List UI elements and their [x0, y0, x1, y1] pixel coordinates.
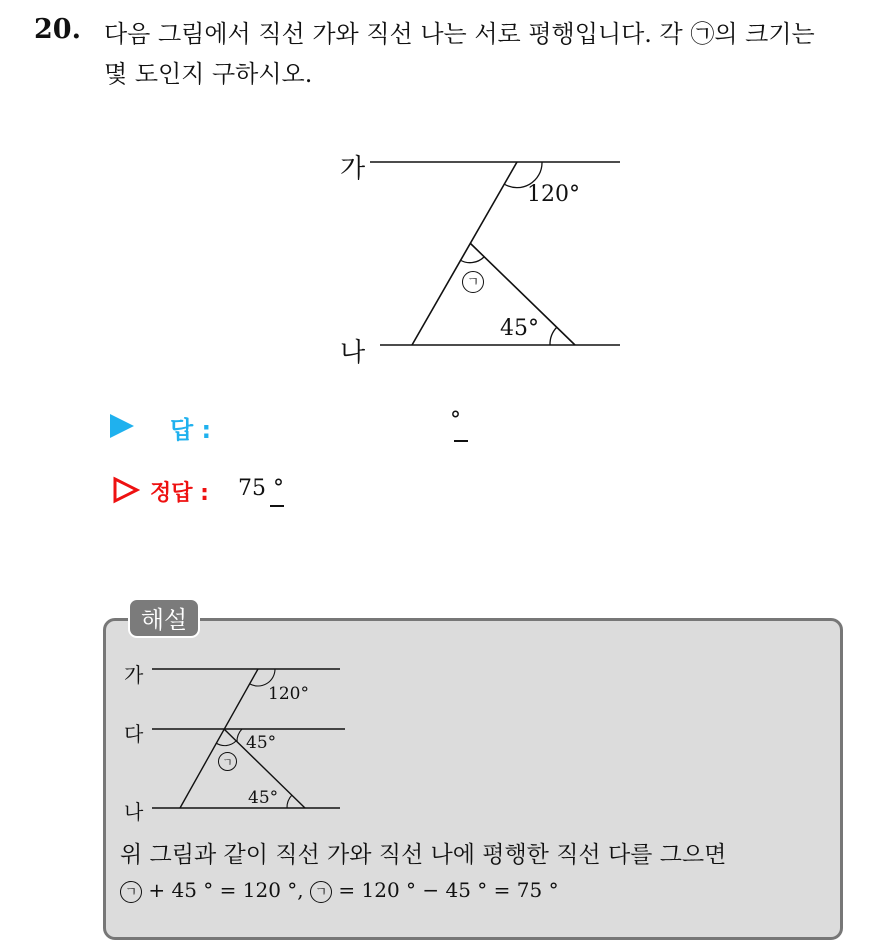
sol-label-da: 다: [124, 722, 144, 746]
correct-arrow-icon: [112, 476, 140, 504]
question-number: 20.: [34, 14, 81, 45]
answer-underline: [454, 440, 468, 442]
solution-text-line1: 위 그림과 같이 직선 가와 직선 나에 평행한 직선 다를 그으면: [120, 842, 727, 868]
question-text-line1: 다음 그림에서 직선 가와 직선 나는 서로 평행입니다. 각 ㉠의 크기는: [104, 20, 815, 48]
correct-underline: [270, 505, 284, 507]
angle-45-label: 45°: [500, 316, 539, 341]
sol-angle-120: 120°: [268, 684, 309, 704]
label-na: 나: [340, 338, 366, 368]
mark-giyeok-icon: ㄱ: [462, 271, 484, 293]
angle-arc-mark: [460, 257, 484, 263]
sol-arc-mark: [216, 741, 236, 746]
sol-eq-mark-a-icon: ㄱ: [120, 881, 142, 903]
answer-arrow-icon: [110, 414, 134, 438]
solution-text-line2: ㄱ + 45 ° = 120 °, ㄱ = 120 ° − 45 ° = 75 °: [120, 878, 559, 903]
correct-value: 75 °: [238, 476, 284, 501]
sol-angle-45-mid: 45°: [246, 733, 277, 753]
sol-arc-45-bottom: [287, 795, 292, 808]
correct-label: 정답 :: [150, 481, 209, 506]
sol-label-na: 나: [124, 800, 144, 824]
label-ga: 가: [340, 154, 366, 184]
sol-label-ga: 가: [124, 663, 144, 687]
angle-arc-45: [550, 327, 557, 345]
sol-angle-45-bottom: 45°: [248, 788, 279, 808]
parallel-lines-figure: [330, 140, 630, 370]
solution-tab: 해설: [128, 598, 200, 638]
answer-unit: °: [450, 408, 461, 433]
angle-120-label: 120°: [527, 182, 580, 207]
question-text-line2: 몇 도인지 구하시오.: [104, 60, 313, 88]
sol-eq-mark-b-icon: ㄱ: [310, 881, 332, 903]
answer-label: 답 :: [170, 416, 212, 444]
sol-mark-giyeok-icon: ㄱ: [218, 751, 237, 771]
sol-arc-45-mid: [237, 729, 242, 742]
